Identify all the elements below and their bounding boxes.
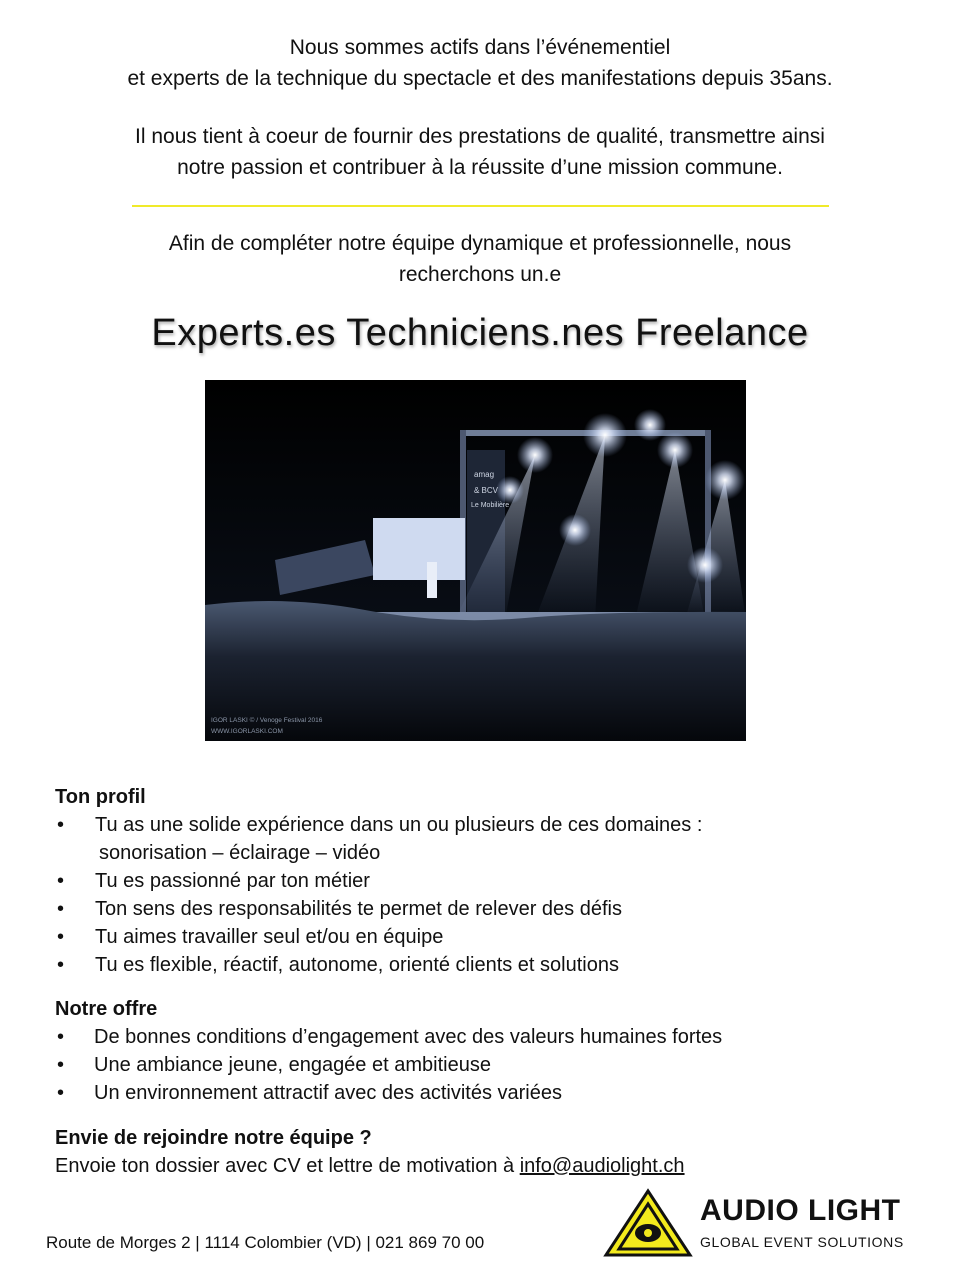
call-to-action (55, 1124, 915, 1180)
bullet-icon: • (57, 1026, 65, 1048)
profile-heading: Ton profil (55, 786, 146, 808)
logo-triangle-icon (603, 1188, 693, 1258)
list-item-text: Tu as une solide expérience dans un ou plusieurs de ces domaines : (95, 814, 703, 836)
offer-section (55, 995, 915, 1107)
intro-line: Il nous tient à coeur de fournir des prestations de qualité, transmettre ainsi (135, 125, 825, 148)
offer-heading: Notre offre (55, 998, 158, 1020)
cta-text: Envoie ton dossier avec CV et lettre de motivation à (55, 1155, 520, 1177)
footer-address: Route de Morges 2 | 1114 Colombier (VD) | 021 869 70 00 (46, 1233, 485, 1252)
list-item (55, 951, 915, 979)
recruit-line: recherchons un.e (398, 263, 562, 286)
list-item-text: Ton sens des responsabilités te permet de relever des défis (95, 898, 622, 920)
list-item-text: Tu es flexible, réactif, autonome, orienté clients et solutions (95, 954, 619, 976)
list-item (55, 811, 915, 867)
brand-name: AUDIO LIGHT (700, 1194, 901, 1227)
photo-credit: IGOR LASKI © / Venoge Festival 2016 (211, 717, 323, 724)
intro-paragraph-2 (0, 121, 960, 183)
list-item (55, 867, 915, 895)
yellow-divider (132, 205, 829, 207)
recruit-paragraph (0, 228, 960, 290)
profile-section (55, 783, 915, 979)
stage-sign-3: Le Mobilière (471, 502, 510, 509)
photo-credit-url: WWW.IGORLASKI.COM (211, 728, 283, 735)
intro-line: et experts de la technique du spectacle et des manifestations depuis 35ans. (127, 67, 833, 90)
intro-line: Nous sommes actifs dans l’événementiel (289, 36, 671, 59)
bullet-icon: • (57, 814, 65, 836)
list-item (55, 1051, 915, 1079)
intro-line: notre passion et contribuer à la réussite d’une mission commune. (177, 156, 783, 179)
stage-sign-1: amag (474, 470, 495, 479)
list-item-text: Tu es passionné par ton métier (95, 870, 370, 892)
recruit-line: Afin de compléter notre équipe dynamique et professionnelle, nous (168, 232, 792, 255)
bullet-icon: • (57, 898, 65, 920)
list-item-text: sonorisation – éclairage – vidéo (99, 842, 381, 864)
company-logo (603, 1188, 933, 1260)
bullet-icon: • (57, 1054, 65, 1076)
list-item-text: Tu aimes travailler seul et/ou en équipe (95, 926, 444, 948)
email-link[interactable]: info@audiolight.ch (519, 1155, 685, 1177)
job-title: Experts.es Techniciens.nes Freelance (151, 312, 809, 354)
bullet-icon: • (57, 1082, 65, 1104)
list-item-text: Une ambiance jeune, engagée et ambitieuse (94, 1054, 491, 1076)
bullet-icon: • (57, 926, 65, 948)
bullet-icon: • (57, 954, 65, 976)
offer-list (55, 1023, 915, 1107)
list-item (55, 1079, 915, 1107)
intro-paragraph-1 (0, 32, 960, 94)
list-item-text: De bonnes conditions d’engagement avec des valeurs humaines fortes (94, 1026, 723, 1048)
stage-sign-2: & BCV (474, 486, 499, 495)
list-item (55, 895, 915, 923)
list-item (55, 923, 915, 951)
list-item-text: Un environnement attractif avec des activités variées (94, 1082, 562, 1104)
cta-line (55, 1152, 915, 1180)
concert-photo (205, 380, 746, 741)
list-item (55, 1023, 915, 1051)
cta-heading: Envie de rejoindre notre équipe ? (55, 1127, 372, 1149)
brand-tagline: GLOBAL EVENT SOLUTIONS (700, 1234, 904, 1250)
bullet-icon: • (57, 870, 65, 892)
profile-list (55, 811, 915, 979)
